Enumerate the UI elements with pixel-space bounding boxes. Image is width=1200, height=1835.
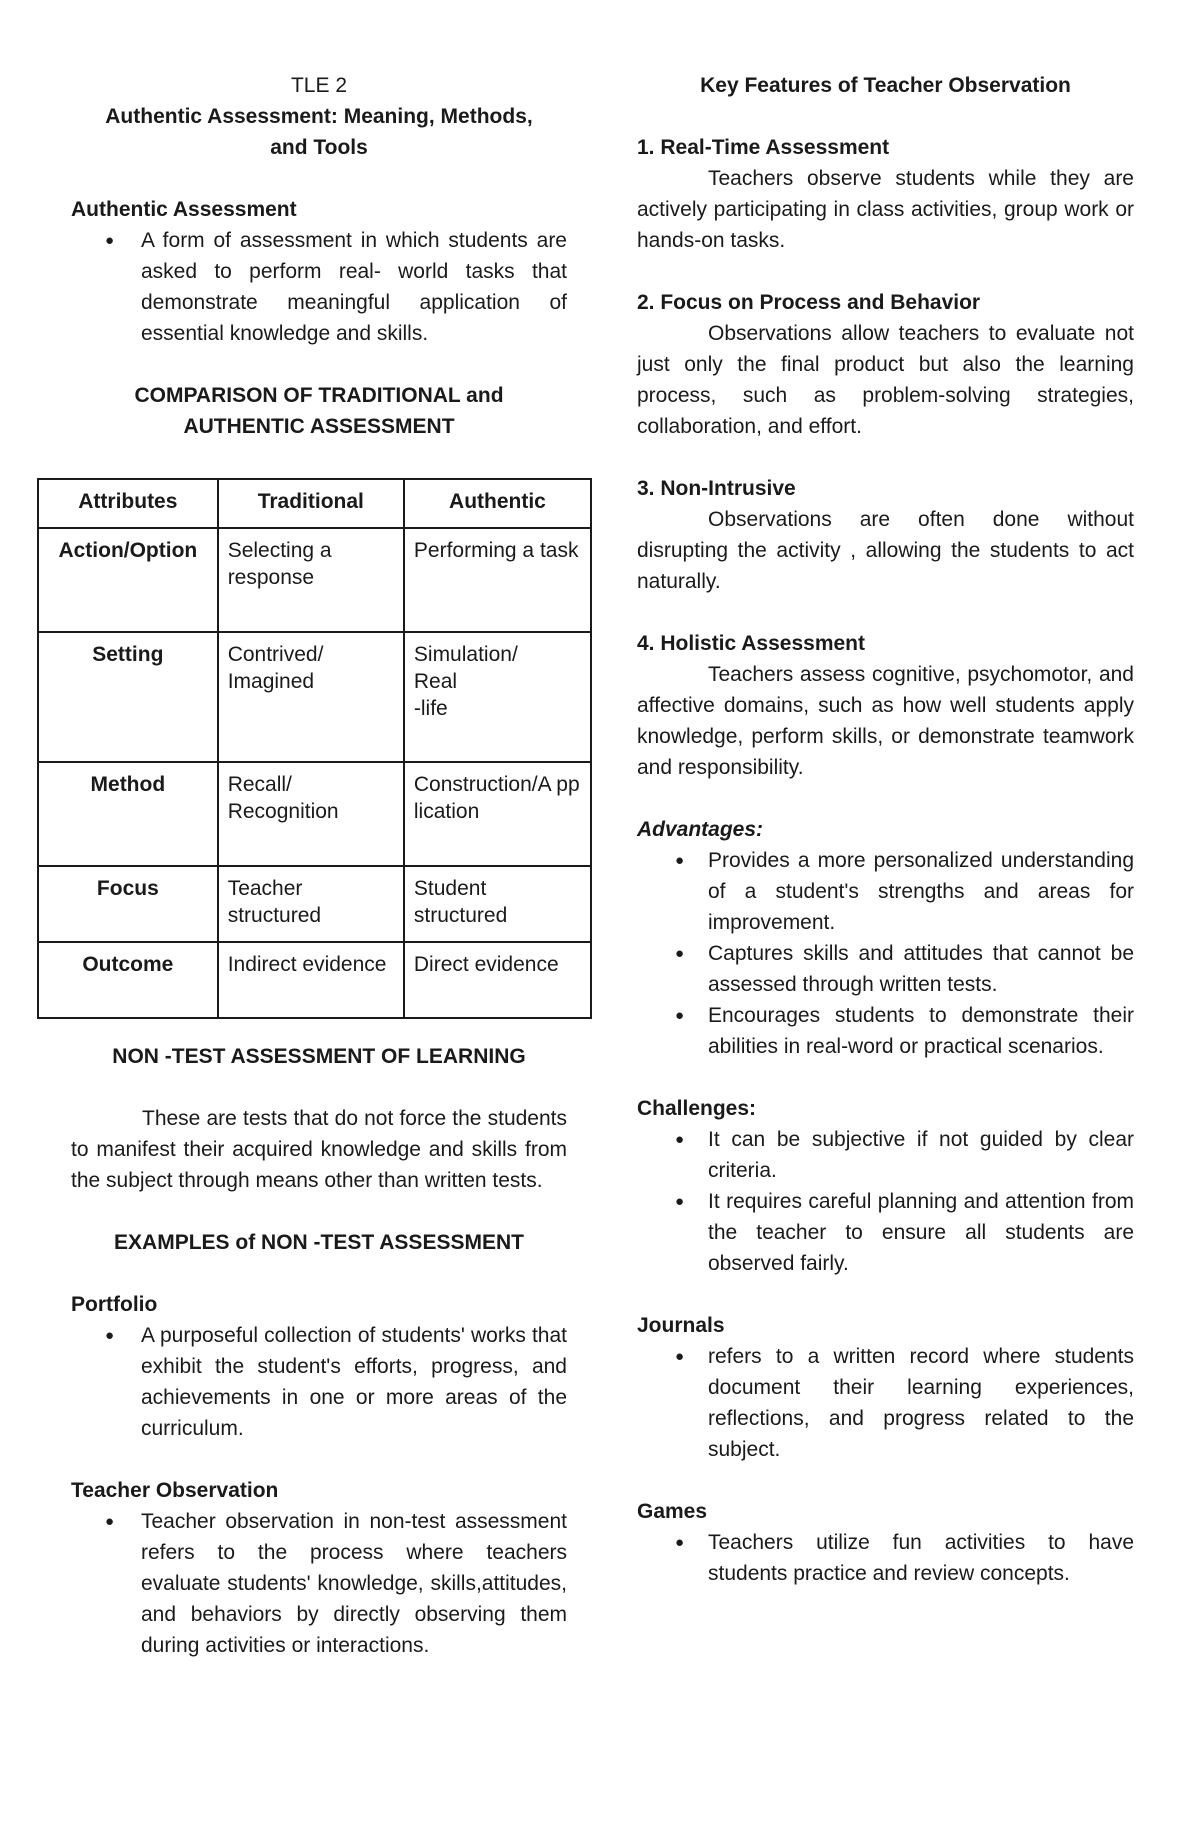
- list-item: ● It can be subjective if not guided by clear criteria.: [637, 1124, 1134, 1186]
- right-column: [637, 70, 1134, 1589]
- feature-title: 4. Holistic Assessment: [637, 632, 865, 655]
- attribute-cell: Action/Option: [38, 528, 218, 632]
- table-header-row: [38, 479, 591, 528]
- advantages-heading: Advantages:: [637, 818, 764, 841]
- list-item: ● Encourages students to demonstrate their abilities in real-word or practical scenarios.: [637, 1000, 1134, 1062]
- table-row: [38, 528, 591, 632]
- authentic-cell: Construction/A pplication: [404, 762, 591, 866]
- column-header: Attributes: [38, 479, 218, 528]
- table-row: [38, 632, 591, 762]
- title-line-1: Authentic Assessment: Meaning, Methods,: [105, 105, 533, 128]
- authentic-cell: Student structured: [404, 866, 591, 942]
- attribute-cell: Method: [38, 762, 218, 866]
- authentic-cell-line: -life: [413, 697, 448, 720]
- teacher-observation-definition: ● Teacher observation in non-test assessment refers to the process where teachers evaluate students' knowledge, skills,attitudes, and behaviors by directly observing them during activities or interactions.: [71, 1506, 567, 1661]
- journals-list: [637, 1341, 1134, 1465]
- games-list: [637, 1527, 1134, 1589]
- traditional-cell: Indirect evidence: [218, 942, 404, 1018]
- attribute-cell: Outcome: [38, 942, 218, 1018]
- portfolio-heading: Portfolio: [71, 1293, 158, 1316]
- comparison-heading-line-1: COMPARISON OF TRADITIONAL and: [134, 384, 504, 407]
- feature-text: Observations allow teachers to evaluate not just only the final product but also the learning process, such as problem-solving strategies, collaboration, and effort.: [637, 322, 1134, 438]
- feature-text: Observations are often done without disrupting the activity , allowing the students to act naturally.: [637, 508, 1134, 593]
- journals-definition: ● refers to a written record where students document their learning experiences, reflections, and progress related to the subject.: [637, 1341, 1134, 1465]
- authentic-assessment-heading: Authentic Assessment: [71, 198, 297, 221]
- examples-heading: EXAMPLES of NON -TEST ASSESSMENT: [114, 1231, 524, 1254]
- feature-text: Teachers assess cognitive, psychomotor, and affective domains, such as how well students apply knowledge, perform skills, or demonstrate teamwork and responsibility.: [637, 663, 1134, 779]
- table-row: [38, 762, 591, 866]
- attribute-cell: Focus: [38, 866, 218, 942]
- authentic-cell: Performing a task: [404, 528, 591, 632]
- traditional-cell: Teacher structured: [218, 866, 404, 942]
- authentic-cell-line: Simulation/: [413, 643, 518, 666]
- document-title: [71, 70, 567, 163]
- traditional-cell: Contrived/ Imagined: [218, 632, 404, 762]
- feature-title: 3. Non-Intrusive: [637, 477, 796, 500]
- authentic-definition: ● A form of assessment in which students are asked to perform real- world tasks that demonstrate meaningful application of essential knowledge and skills.: [71, 225, 567, 349]
- feature-text: Teachers observe students while they are actively participating in class activities, group work or hands-on tasks.: [637, 167, 1134, 252]
- list-item: ● It requires careful planning and attention from the teacher to ensure all students are observed fairly.: [637, 1186, 1134, 1279]
- list-item: ● Provides a more personalized understanding of a student's strengths and areas for improvement.: [637, 845, 1134, 938]
- challenges-list: [637, 1124, 1134, 1279]
- comparison-heading-line-2: AUTHENTIC ASSESSMENT: [183, 415, 455, 438]
- title-line-2: and Tools: [270, 136, 368, 159]
- course-code: TLE 2: [290, 74, 348, 97]
- feature-title: 1. Real-Time Assessment: [637, 136, 890, 159]
- table-row: [38, 942, 591, 1018]
- column-header: Authentic: [404, 479, 591, 528]
- portfolio-definition: ● A purposeful collection of students' works that exhibit the student's efforts, progress, and achievements in one or more areas of the curriculum.: [71, 1320, 567, 1444]
- non-test-heading: NON -TEST ASSESSMENT OF LEARNING: [112, 1045, 526, 1068]
- traditional-cell: Recall/ Recognition: [218, 762, 404, 866]
- challenges-heading: Challenges:: [637, 1097, 757, 1120]
- authentic-cell-line: Real: [413, 670, 458, 693]
- left-column: [58, 70, 580, 1661]
- feature-title: 2. Focus on Process and Behavior: [637, 291, 981, 314]
- comparison-heading: [71, 380, 567, 442]
- games-heading: Games: [637, 1500, 708, 1523]
- authentic-cell: Direct evidence: [404, 942, 591, 1018]
- portfolio-list: [71, 1320, 567, 1444]
- table-row: [38, 866, 591, 942]
- list-item: ● Captures skills and attitudes that cannot be assessed through written tests.: [637, 938, 1134, 1000]
- journals-heading: Journals: [637, 1314, 725, 1337]
- games-definition: ● Teachers utilize fun activities to have students practice and review concepts.: [637, 1527, 1134, 1589]
- non-test-paragraph: These are tests that do not force the students to manifest their acquired knowledge and skills from the subject through means other than written tests.: [71, 1107, 567, 1192]
- traditional-cell: Selecting a response: [218, 528, 404, 632]
- advantages-list: [637, 845, 1134, 1062]
- teacher-observation-list: [71, 1506, 567, 1661]
- key-features-heading: Key Features of Teacher Observation: [700, 74, 1071, 97]
- authentic-cell: [404, 632, 591, 762]
- comparison-table: [37, 478, 592, 1019]
- column-header: Traditional: [218, 479, 404, 528]
- attribute-cell: Setting: [38, 632, 218, 762]
- teacher-observation-heading: Teacher Observation: [71, 1479, 279, 1502]
- authentic-definition-list: [71, 225, 567, 349]
